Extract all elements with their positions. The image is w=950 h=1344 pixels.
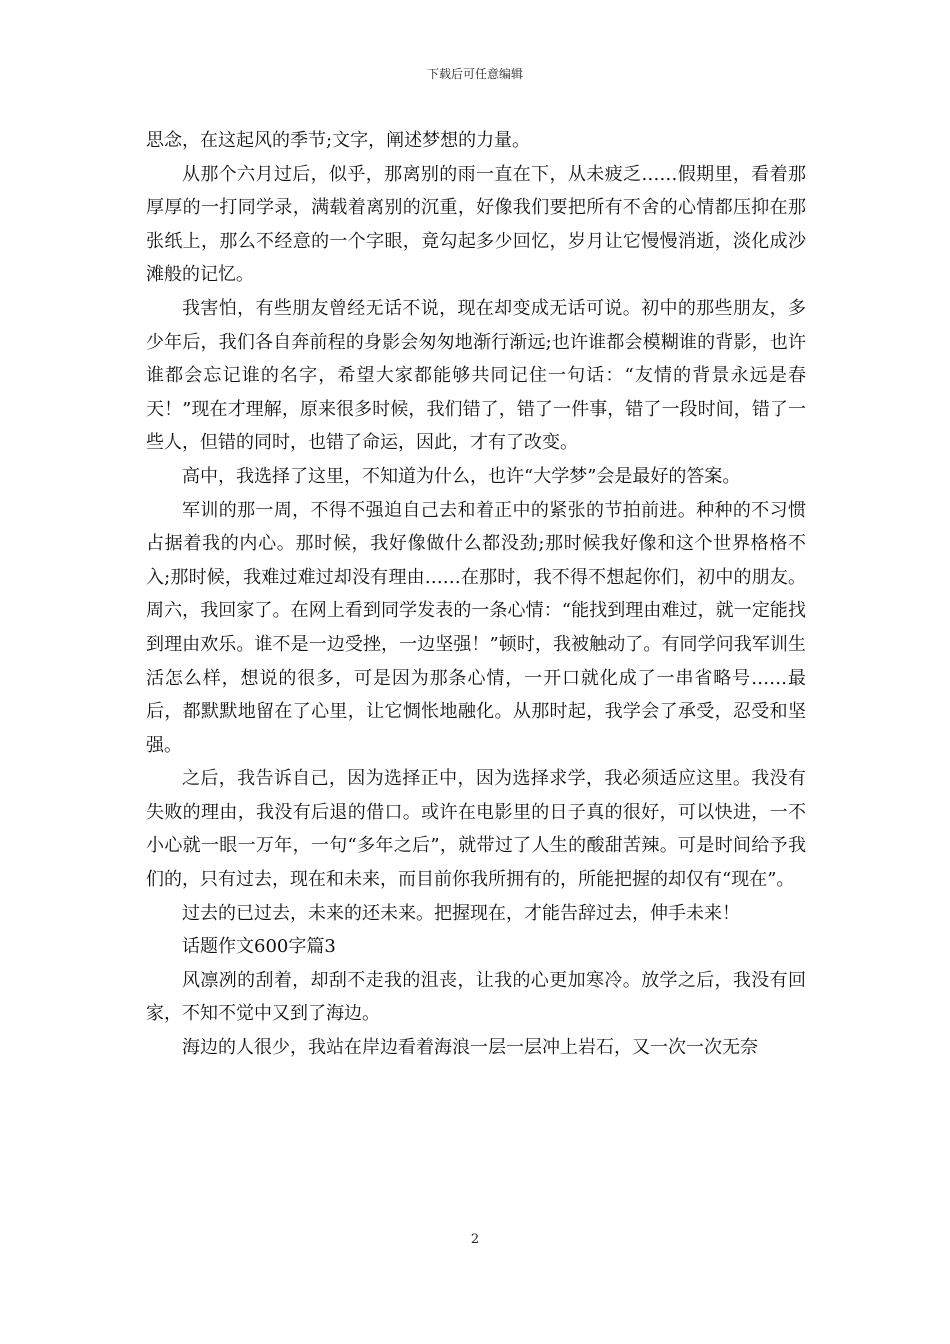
paragraph-6: 之后，我告诉自己，因为选择正中，因为选择求学，我必须适应这里。我没有失败的理由，我没有后退的借口。或许在电影里的日子真的很好，可以快进，一不小心就一眼一万年，一句“多年之后”，就带过了人生的酸甜苦辣。可是时间给予我们的，只有过去，现在和未来，而目前你我所拥有的，所能把握的却仅有“现在”。 — [146, 768, 806, 891]
page-header: 下载后可任意编辑 — [426, 67, 523, 81]
document-body — [146, 124, 806, 1065]
paragraph-5: 军训的那一周，不得不强迫自己去和着正中的紧张的节拍前进。种种的不习惯占据着我的内心。那时候，我好像做什么都没劲;那时候我好像和这个世界格格不入;那时候，我难过难过却没有理由……在那时，我不得不想起你们，初中的朋友。周六，我回家了。在网上看到同学发表的一条心情：“能找到理由难过，就一定能找到理由欢乐。谁不是一边受挫，一边坚强！”顿时，我被触动了。有同学问我军训生活怎么样，想说的很多，可是因为那条心情，一开口就化成了一串省略号……最后，都默默地留在了心里，让它惆怅地融化。从那时起，我学会了承受，忍受和坚强。 — [146, 499, 806, 756]
paragraph-2: 从那个六月过后，似乎，那离别的雨一直在下，从未疲乏……假期里，看着那厚厚的一打同学录，满载着离别的沉重，好像我们要把所有不舍的心情都压抑在那张纸上，那么不经意的一个字眼，竟勾起多少回忆，岁月让它慢慢消逝，淡化成沙滩般的记忆。 — [146, 163, 806, 286]
paragraph-4: 高中，我选择了这里，不知道为什么，也许“大学梦”会是最好的答案。 — [182, 465, 741, 487]
paragraph-7: 过去的已过去，未来的还未来。把握现在，才能告辞过去，伸手未来！ — [182, 902, 740, 924]
page-number: 2 — [470, 1232, 480, 1247]
section-title: 话题作文600字篇3 — [182, 936, 336, 958]
paragraph-1: 思念，在这起风的季节;文字，阐述梦想的力量。 — [146, 130, 531, 151]
paragraph-9: 海边的人很少，我站在岸边看着海浪一层一层冲上岩石，又一次一次无奈 — [182, 1037, 758, 1059]
paragraph-8: 风凛冽的刮着，却刮不走我的沮丧，让我的心更加寒冷。放学之后，我没有回家，不知不觉中又到了海边。 — [146, 969, 806, 1025]
paragraph-3: 我害怕，有些朋友曾经无话不说，现在却变成无话可说。初中的那些朋友，多少年后，我们各自奔前程的身影会匆匆地渐行渐远;也许谁都会模糊谁的背影，也许谁都会忘记谁的名字，希望大家都能够共同记住一句话：“友情的背景永远是春天！”现在才理解，原来很多时候，我们错了，错了一件事，错了一段时间，错了一些人，但错的同时，也错了命运，因此，才有了改变。 — [146, 297, 806, 454]
